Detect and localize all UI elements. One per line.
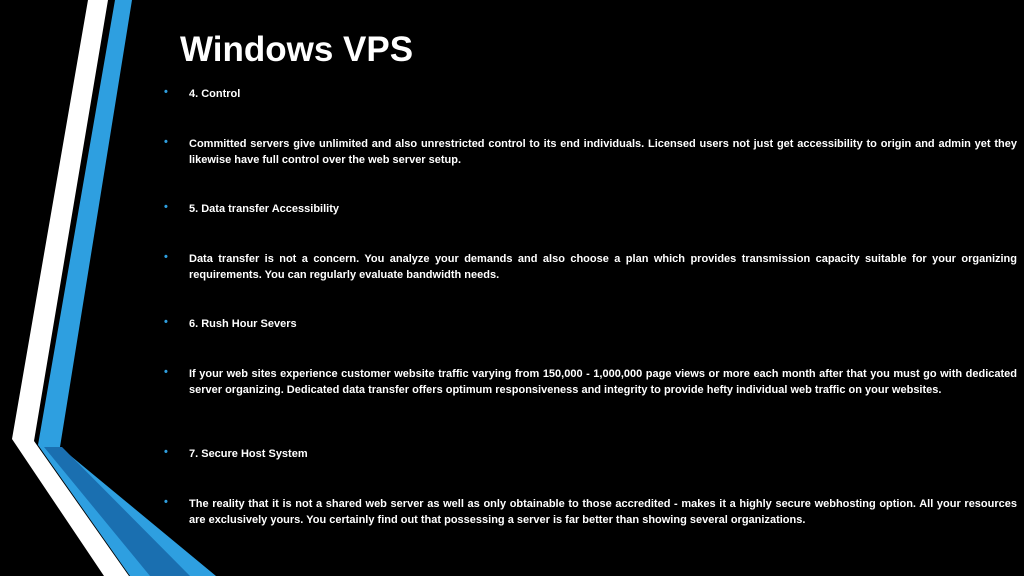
slide-title: Windows VPS: [180, 30, 414, 69]
bullet-item: [163, 201, 1017, 217]
bullet-dot-icon: •: [164, 251, 168, 263]
bullet-text: Data transfer is not a concern. You analyze your demands and also choose a plan which provides transmission capacity suitable for your organizing requirements. You can regularly evaluate bandwidth needs.: [189, 253, 1017, 281]
bullet-text: 5. Data transfer Accessibility: [189, 203, 339, 215]
bullet-dot-icon: •: [164, 366, 168, 378]
bullet-dot-icon: •: [164, 86, 168, 98]
bullet-item: [163, 366, 1017, 398]
bullet-dot-icon: •: [164, 316, 168, 328]
bullet-item: [163, 86, 1017, 102]
bullet-dot-icon: •: [164, 201, 168, 213]
bullet-item: [163, 446, 1017, 462]
bullet-text: If your web sites experience customer website traffic varying from 150,000 - 1,000,000 page views or more each month after that you must go with dedicated server organizing. Dedicated data transfer offers optimum responsiveness and integrity to provide hefty individual web traffic on your websites.: [189, 368, 1017, 396]
bullet-item: [163, 496, 1017, 528]
bullet-text: The reality that it is not a shared web server as well as only obtainable to those accredited - makes it a highly secure webhosting option. All your resources are exclusively yours. You certainly find out that possessing a server is far better than showing several organizations.: [189, 498, 1017, 526]
bullet-text: 6. Rush Hour Severs: [189, 318, 297, 330]
bullet-dot-icon: •: [164, 136, 168, 148]
bullet-text: Committed servers give unlimited and also unrestricted control to its end individuals. Licensed users not just get accessibility to origin and admin yet they likewise have full control over the web server setup.: [189, 138, 1017, 166]
bullet-item: [163, 251, 1017, 283]
bullet-text: 4. Control: [189, 88, 241, 100]
bullet-item: [163, 316, 1017, 332]
bullet-dot-icon: •: [164, 446, 168, 458]
bullet-item: [163, 136, 1017, 168]
bullet-dot-icon: •: [164, 496, 168, 508]
bullet-text: 7. Secure Host System: [189, 448, 308, 460]
